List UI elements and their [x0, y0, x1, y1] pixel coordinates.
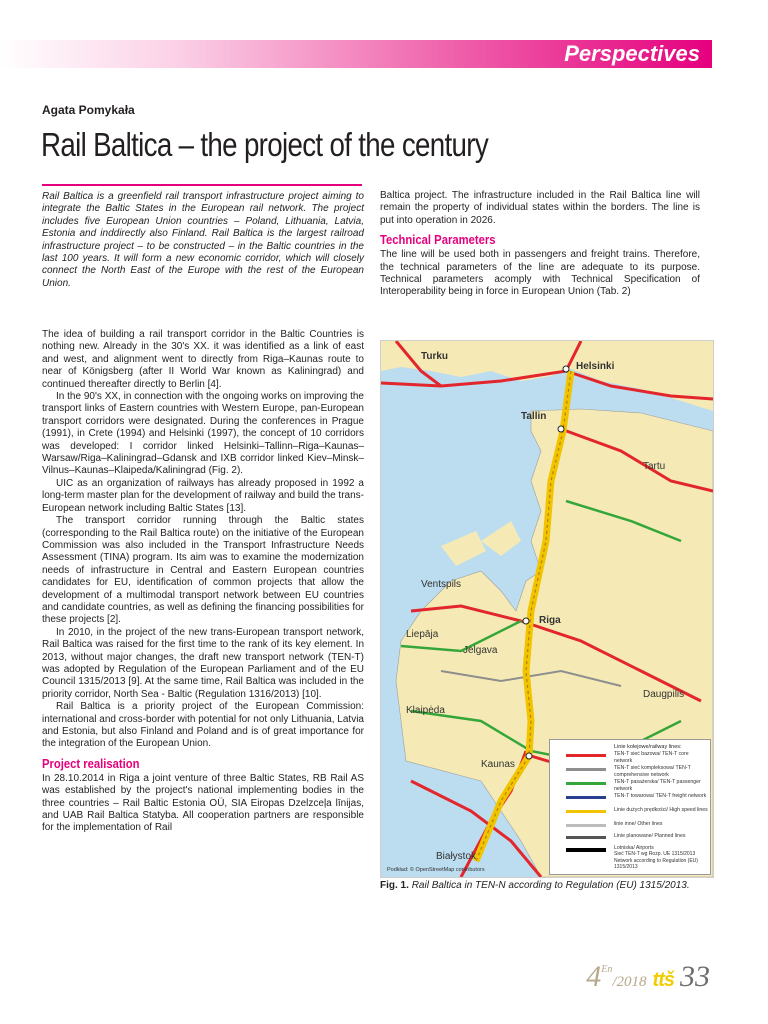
right-column	[380, 190, 700, 299]
left-column	[42, 329, 364, 835]
legend-item: Lotniska/ Airports	[614, 845, 654, 851]
article-author: Agata Pomykała	[42, 103, 135, 117]
heading-project-realisation: Project realisation	[42, 756, 140, 771]
city-label-bialystok: Białystok	[436, 851, 477, 862]
legend-swatch	[566, 768, 606, 771]
city-marker	[523, 618, 529, 624]
article-abstract: Rail Baltica is a greenfield rail transport infrastructure project aiming to integrate the Baltic States in the European rail network. The project includes five European Union countries – Poland, Lithuania, Latvia, Estonia and inddirectly also Finland. Rail Baltica is the largest railroad infrastructure project – to be constructed – in the Baltic countries in the last 100 years. It will form a new economic corridor, which will closely connect the North East of the Europe with the rest of the European Union.	[42, 191, 364, 289]
abstract-divider	[42, 184, 362, 186]
legend-item: TEN-T sieć bazowa/ TEN-T core network	[614, 751, 689, 764]
legend-swatch	[566, 754, 606, 757]
rail-map-figure	[380, 340, 714, 878]
paragraph: In 2010, in the project of the new trans-European transport network, Rail Baltica was raised for the first time to the rank of its key element. In 2013, without major changes, the draft new transport network (TEN-T) was adopted by Regulation of the European Parliament and of the EU Council 1315/2013 [9]. At the same time, Rail Baltica was included in the priority corridor, North Sea - Baltic (Regulation 1316/2013) [10].	[42, 626, 364, 700]
legend-regulation: Sieć TEN-T wg Rozp. UE 1315/2013 Network according to Regulation (EU) 1315/2013	[614, 851, 698, 871]
paragraph: In the 90's XX, in connection with the ongoing works on improving the transport links of Eastern countries with Western Europe, pan-European transport corridors were designated. During the conferences in Prague (1991), in Crete (1994) and Helsinki (1997), the concept of 10 corridors was developed: I corridor linked Helsinki–Tallinn–Riga–Kaunas–Warsaw/Riga–Kaliningrad–Gdansk and IXB corridor linked Kiev–Minsk–Vilnus–Kaunas–Klaipeda/Kaliningrad (Fig. 2).	[42, 391, 364, 477]
city-marker	[558, 426, 564, 432]
legend-swatch	[566, 782, 606, 785]
city-label-kaunas: Kaunas	[481, 759, 515, 770]
paragraph: Baltica project. The infrastructure included in the Rail Baltica line will remain the property of individual states within the borders. The line is put into operation in 2026.	[380, 190, 700, 226]
city-label-helsinki: Helsinki	[576, 361, 615, 372]
figure-caption-text: Rail Baltica in TEN-N according to Regulation (EU) 1315/2013.	[411, 880, 690, 891]
page-number: 33	[680, 960, 710, 993]
journal-logo: ttš	[652, 969, 674, 991]
legend-swatch	[566, 836, 606, 839]
legend-item: linie inne/ Other lines	[614, 821, 663, 827]
issue-language: En	[601, 964, 613, 975]
issue-number: 4	[586, 960, 602, 993]
city-label-ventspils: Ventspils	[421, 579, 462, 590]
city-label-liepaja: Liepāja	[406, 629, 439, 640]
legend-item: TEN-T towarowa/ TEN-T freight network	[614, 793, 707, 799]
legend-swatch	[566, 796, 606, 799]
map-credit: Podkład: © OpenStreetMap contributors	[387, 867, 485, 873]
paragraph: In 28.10.2014 in Riga a joint venture of three Baltic States, RB Rail AS was established by the project's national implementing bodies in the three countries – Rail Baltic Estonia OÜ, SIA Eiropas Dzelzceļa līnijas, and UAB Rail Baltica Statyba. All cooperation partners are responsible for the implementation of Rail	[42, 772, 364, 834]
paragraph: Rail Baltica is a priority project of the European Commission: international and cross-border with potential for not only Lithuania, Latvia and Estonia, but also Finland and Poland and is of great importance for the integration of the European Union.	[42, 701, 364, 750]
heading-technical-parameters: Technical Parameters	[380, 233, 496, 248]
legend-swatch	[566, 824, 606, 827]
legend-item: TEN-T pasażerska/ TEN-T passenger network	[614, 779, 701, 792]
map-legend	[549, 739, 711, 875]
city-label-klaipeda: Klaipėda	[406, 705, 445, 716]
figure-caption	[380, 880, 710, 891]
figure-label: Fig. 1.	[380, 880, 409, 891]
section-label: Perspectives	[564, 41, 700, 66]
legend-item: Linie dużych prędkości/ High speed lines	[614, 807, 708, 813]
city-label-turku: Turku	[421, 351, 449, 362]
city-marker	[526, 753, 532, 759]
city-label-riga: Riga	[539, 615, 561, 626]
issue-year: /2018	[612, 974, 647, 990]
paragraph: The transport corridor running through the Baltic states (corresponding to the Rail Baltica route) on the initiative of the European Commission was also included in the Transport Infrastructure Needs Assessment (TINA) program. Its aim was to examine the modernization needs of infrastructure in Central and Eastern European countries candidates for EU, identification of common projects that allow the development of a multimodal transport network between EU countries and candidate countries, as well as defining the financing possibilities for these projects [2].	[42, 515, 364, 626]
paragraph: The idea of building a rail transport corridor in the Baltic Countries is nothing new. Already in the 30's XX. it was identified as a link of east and west, and alignment went to directly from Riga–Kaunas route to near of Königsberg (after II World War known as Kaliningrad) and continued thereafter directly to Berlin [4].	[42, 329, 364, 390]
city-label-tartu: Tartu	[643, 461, 666, 472]
section-header-bar	[0, 40, 712, 68]
article-title: Rail Baltica – the project of the century	[41, 126, 489, 163]
legend-swatch	[566, 810, 606, 813]
paragraph: UIC as an organization of railways has already proposed in 1992 a long-term master plan for the development of railway and build the trans-European network including Baltic States [13].	[42, 477, 364, 514]
paragraph: The line will be used both in passengers and freight trains. Therefore, the technical parameters of the line are adequate to its purpose. Technical parameters acomply with Technical Specification of Interoperability being in force in European Union (Tab. 2)	[380, 249, 700, 298]
legend-title: Linie kolejowe/railway lines:	[614, 744, 682, 750]
city-label-jelgava: Jelgava	[463, 645, 498, 656]
airport-icon	[566, 848, 606, 852]
city-label-tallin: Tallin	[521, 411, 547, 422]
city-marker	[563, 366, 569, 372]
page-footer	[586, 960, 710, 994]
legend-item: Linie planowane/ Planned lines	[614, 833, 686, 839]
city-label-daugpilis: Daugpilis	[643, 689, 685, 700]
legend-item: TEN-T sieć kompleksowa/ TEN-T comprehensive network	[614, 765, 691, 778]
